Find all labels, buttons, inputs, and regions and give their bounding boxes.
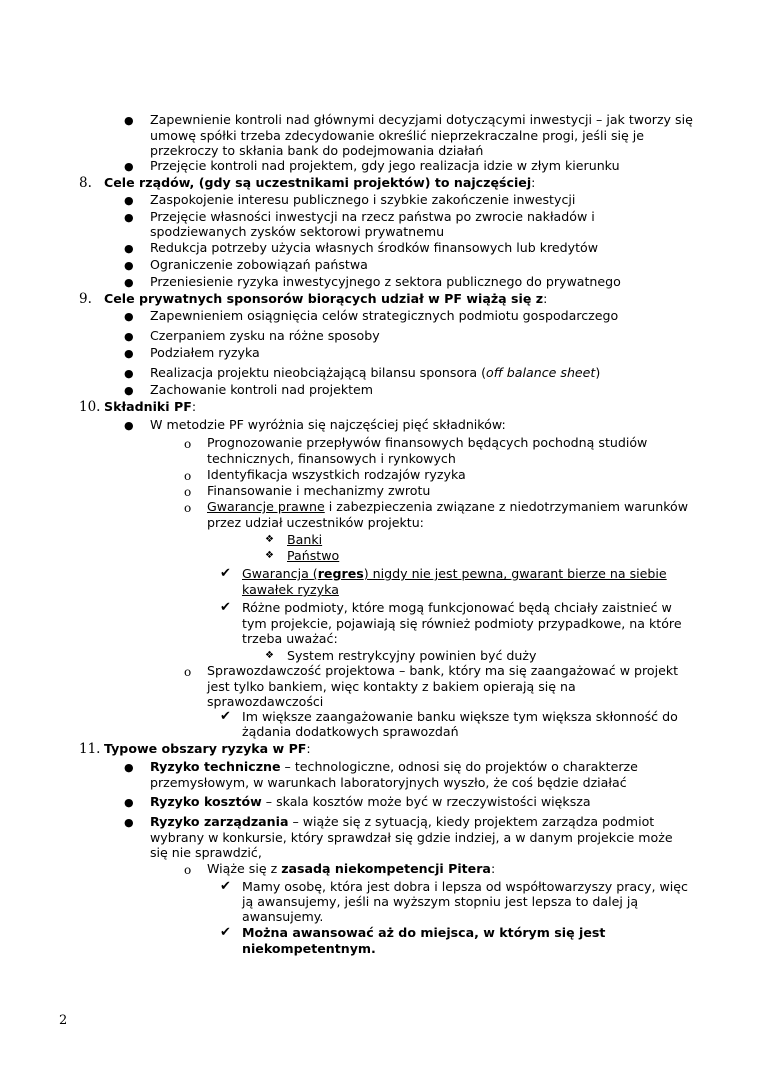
circle-bullet-icon: o <box>184 437 192 451</box>
circle-bullet-icon: o <box>184 469 192 483</box>
list-item-cont: wybrany w konkursie, który sprawdzał się gdzie indziej, a w danym projekcie może <box>150 830 673 845</box>
bullet-icon: ● <box>124 276 134 289</box>
bullet-icon: ● <box>124 242 134 255</box>
check-item-cont: trzeba uważać: <box>242 631 338 646</box>
bullet-icon: ● <box>124 816 134 829</box>
check-item: Mamy osobę, która jest dobra i lepsza od współtowarzyszy pracy, więc <box>242 879 688 894</box>
diamond-bullet-icon: ❖ <box>265 650 274 661</box>
checkmark-icon: ✔ <box>220 709 231 724</box>
sub-sub-item: System restrykcyjny powinien być duży <box>287 648 537 663</box>
list-item: Przejęcie kontroli nad projektem, gdy jego realizacja idzie w złym kierunku <box>150 158 620 173</box>
bullet-icon: ● <box>124 330 134 343</box>
sub-list-item: Wiąże się z zasadą niekompetencji Pitera: <box>207 861 496 876</box>
sub-sub-item: Banki <box>287 532 323 547</box>
bullet-icon: ● <box>124 419 134 432</box>
bullet-icon: ● <box>124 310 134 323</box>
bullet-icon: ● <box>124 796 134 809</box>
sub-sub-item: Państwo <box>287 548 340 563</box>
sub-list-item: Prognozowanie przepływów finansowych będących pochodną studiów <box>207 435 648 450</box>
checkmark-icon: ✔ <box>220 600 231 615</box>
checkmark-icon: ✔ <box>220 879 231 894</box>
check-item-cont: awansujemy. <box>242 909 324 924</box>
bullet-icon: ● <box>124 761 134 774</box>
section-number: 10. <box>79 399 101 415</box>
diamond-bullet-icon: ❖ <box>265 550 274 561</box>
sub-list-item-cont: technicznych, finansowych i rynkowych <box>207 451 456 466</box>
list-item: Podziałem ryzyka <box>150 345 260 360</box>
bullet-icon: ● <box>124 194 134 207</box>
section-title: Cele rządów, (gdy są uczestnikami projektów) to najczęściej: <box>104 175 536 190</box>
check-item: Im większe zaangażowanie banku większe tym większa skłonność do <box>242 709 678 724</box>
circle-bullet-icon: o <box>184 501 192 515</box>
checkmark-icon: ✔ <box>220 566 231 581</box>
sub-list-item: Identyfikacja wszystkich rodzajów ryzyka <box>207 467 466 482</box>
check-item-cont: ją awansujemy, jeśli na wyższym stopniu jest lepsza to dalej ją <box>242 894 639 909</box>
list-item: Zapewnienie kontroli nad głównymi decyzjami dotyczącymi inwestycji – jak tworzy się <box>150 112 693 127</box>
circle-bullet-icon: o <box>184 665 192 679</box>
check-item: Różne podmioty, które mogą funkcjonować będą chciały zaistnieć w <box>242 600 672 615</box>
circle-bullet-icon: o <box>184 863 192 877</box>
bullet-icon: ● <box>124 160 134 173</box>
list-item-cont: przekroczy to skłania bank do podejmowania działań <box>150 143 484 158</box>
list-item: Redukcja potrzeby użycia własnych środków finansowych lub kredytów <box>150 240 599 255</box>
sub-list-item: Gwarancje prawne i zabezpieczenia związane z niedotrzymaniem warunków <box>207 499 689 514</box>
list-item: Ryzyko kosztów – skala kosztów może być w rzeczywistości większa <box>150 794 591 809</box>
circle-bullet-icon: o <box>184 485 192 499</box>
bullet-icon: ● <box>124 367 134 380</box>
list-item: Ryzyko zarządzania – wiąże się z sytuacją, kiedy projektem zarządza podmiot <box>150 814 655 829</box>
list-item: Przeniesienie ryzyka inwestycyjnego z sektora publicznego do prywatnego <box>150 274 621 289</box>
diamond-bullet-icon: ❖ <box>265 534 274 545</box>
check-item-cont: niekompetentnym. <box>242 941 376 956</box>
list-item: Zapewnieniem osiągnięcia celów strategicznych podmiotu gospodarczego <box>150 308 619 323</box>
list-item: Zachowanie kontroli nad projektem <box>150 382 374 397</box>
section-title: Składniki PF: <box>104 399 197 414</box>
list-item-cont: umowę spółki trzeba zdecydowanie określić nieprzekraczalne progi, jeśli się je <box>150 128 645 143</box>
list-item: Zaspokojenie interesu publicznego i szybkie zakończenie inwestycji <box>150 192 576 207</box>
bullet-icon: ● <box>124 114 134 127</box>
check-item-cont: tym projekcie, pojawiają się również podmioty przypadkowe, na które <box>242 616 682 631</box>
list-item: Ryzyko techniczne – technologiczne, odnosi się do projektów o charakterze <box>150 759 638 774</box>
sub-list-item: Finansowanie i mechanizmy zwrotu <box>207 483 431 498</box>
sub-list-item-cont: przez udział uczestników projektu: <box>207 515 424 530</box>
check-item-cont: żądania dodatkowych sprawozdań <box>242 724 459 739</box>
list-item: Czerpaniem zysku na różne sposoby <box>150 328 380 343</box>
list-item: Przejęcie własności inwestycji na rzecz państwa po zwrocie nakładów i <box>150 209 595 224</box>
bullet-icon: ● <box>124 384 134 397</box>
section-number: 9. <box>79 291 92 307</box>
section-number: 11. <box>79 741 101 757</box>
list-item: W metodzie PF wyróżnia się najczęściej pięć składników: <box>150 417 506 432</box>
bullet-icon: ● <box>124 211 134 224</box>
sub-list-item: Sprawozdawczość projektowa – bank, który ma się zaangażować w projekt <box>207 663 679 678</box>
list-item-cont: się nie sprawdzić, <box>150 845 262 860</box>
list-item: Ograniczenie zobowiązań państwa <box>150 257 368 272</box>
check-item: Można awansować aż do miejsca, w którym się jest <box>242 925 606 940</box>
checkmark-icon: ✔ <box>220 925 231 940</box>
check-item-cont: kawałek ryzyka <box>242 582 339 597</box>
list-item: Realizacja projektu nieobciążającą bilansu sponsora (off balance sheet) <box>150 365 601 380</box>
list-item-cont: przemysłowym, w warunkach laboratoryjnych wyszło, że coś będzie działać <box>150 775 627 790</box>
bullet-icon: ● <box>124 259 134 272</box>
check-item: Gwarancja (regres) nigdy nie jest pewna, gwarant bierze na siebie <box>242 566 667 581</box>
list-item-cont: spodziewanych zysków sektorowi prywatnemu <box>150 224 445 239</box>
section-title: Typowe obszary ryzyka w PF: <box>104 741 311 756</box>
sub-list-item-cont: sprawozdawczości <box>207 694 324 709</box>
section-number: 8. <box>79 175 92 191</box>
page-number: 2 <box>59 1013 68 1028</box>
sub-list-item-cont: jest tylko bankiem, więc kontakty z bakiem opierają się na <box>207 679 576 694</box>
section-title: Cele prywatnych sponsorów biorących udział w PF wiążą się z: <box>104 291 548 306</box>
bullet-icon: ● <box>124 347 134 360</box>
